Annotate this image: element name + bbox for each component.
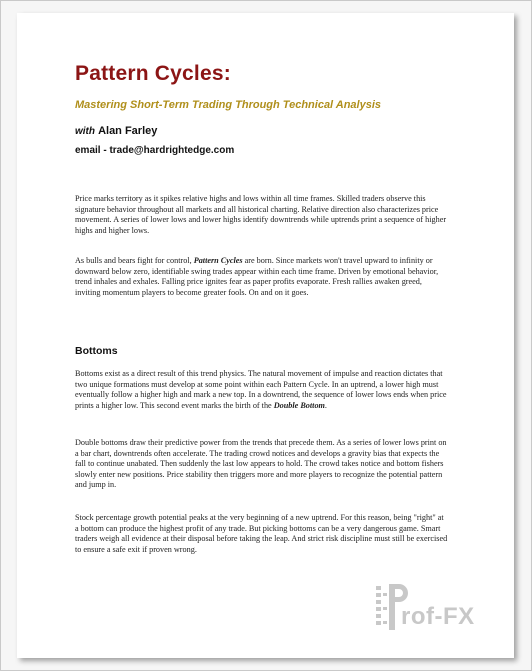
paragraph-3-text-a: Bottoms exist as a direct result of this trend physics. The natural movement of impulse and reaction dictates that two unique formations must develop at some point within each Pattern Cycle. In an uptrend, a lower high must eventually follow a higher high and mark a new top. In a downtrend, the sequence of lower lows ends when price prints a higher low. This second event marks the birth of the [75, 369, 447, 410]
author-line [75, 125, 157, 137]
paragraph-3 [75, 369, 449, 411]
paragraph-2-text-a: As bulls and bears fight for control, [75, 256, 194, 265]
paragraph-3-text-b: . [324, 400, 327, 410]
paragraph-5: Stock percentage growth potential peaks at the very beginning of a new uptrend. For this reason, being "right" at a bottom can produce the highest profit of any trade. But picking bottoms can be a very dangerous game. Smart traders weigh all evidence at their disposal before taking the leap. And strict risk discipline must still be exercised to ensure a safe exit if proven wrong. [75, 513, 448, 554]
watermark-text: rof-FX [401, 603, 475, 630]
section-heading: Bottoms [75, 345, 118, 357]
paragraph-3-emphasis: Double Bottom [273, 400, 325, 410]
paragraph-1: Price marks territory as it spikes relative highs and lows within all time frames. Skilled traders observe this signature behavior throughout all markets and all historical charting. Relative direction also characterizes price movement. A series of lower lows and lower highs identify downtrends while uptrends print a sequence of higher highs and higher lows. [75, 194, 447, 235]
paragraph-2-emphasis: Pattern Cycles [193, 256, 243, 265]
author-email: email - trade@hardrightedge.com [75, 145, 235, 156]
paragraph-2-text-b: are born. Since markets won't travel upward to infinity or downward below zero, identifiable swing trades appear within each time frame. Driven by emotional behavior, trend inhales and exhales. Falling price ignites fear as paper profits evaporate. Fresh rallies awaken greed, inviting momentum players to become greater fools. On and on it goes. [75, 256, 439, 297]
paragraph-2 [75, 256, 449, 298]
author-prefix: with [75, 126, 95, 137]
paragraph-4: Double bottoms draw their predictive power from the trends that precede them. As a series of lower lows print on a bar chart, downtrends often accelerate. The trading crowd notices and develops a gravity bias that expects the fall to continue unabated. Then suddenly the last low appears to hold. The crowd takes notice and bottom fishers slowly enter new positions. Price stability then triggers more and more players to recognize the potential pattern and jump in. [75, 438, 447, 490]
page-subtitle: Mastering Short-Term Trading Through Technical Analysis [75, 99, 382, 111]
page-title: Pattern Cycles: [75, 62, 231, 85]
author-name: Alan Farley [98, 125, 158, 137]
